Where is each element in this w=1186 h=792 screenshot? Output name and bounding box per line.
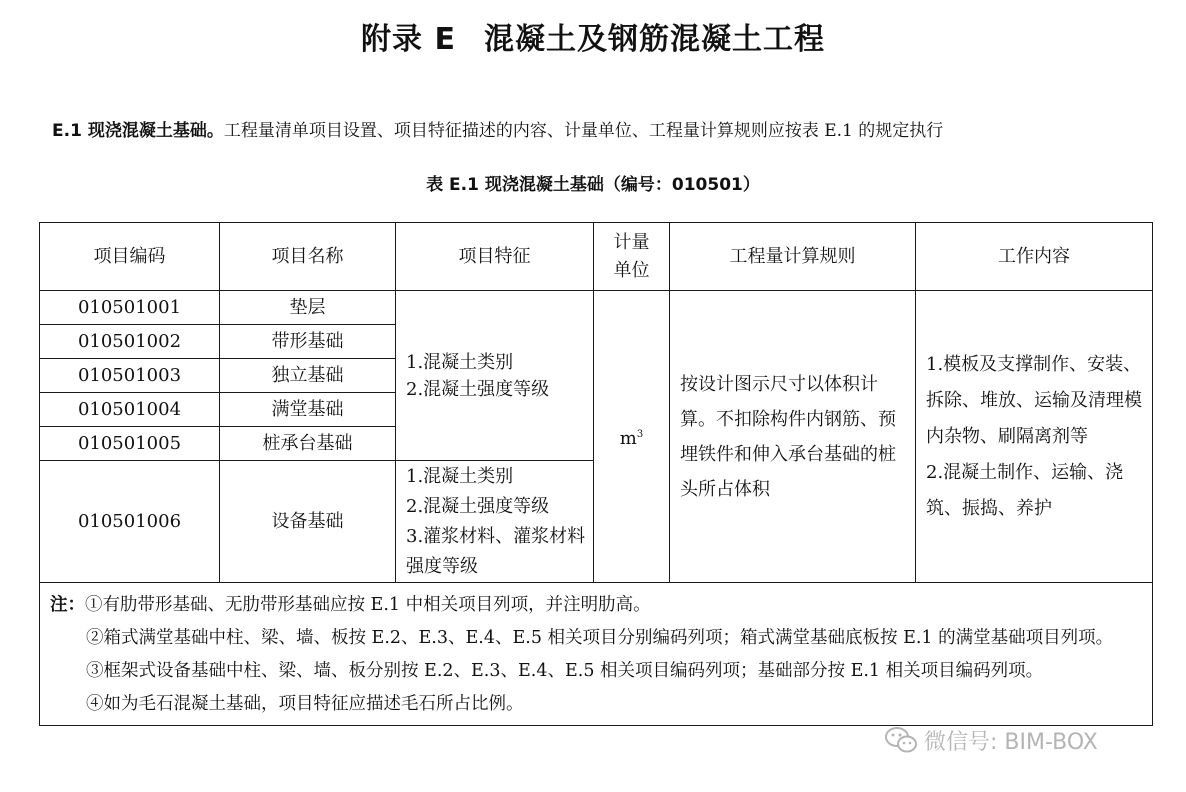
cell-features-group-1: 1.混凝土类别 2.混凝土强度等级 bbox=[396, 291, 594, 461]
unit-exponent: 3 bbox=[636, 429, 644, 440]
header-work: 工作内容 bbox=[916, 223, 1153, 291]
cell-code: 010501004 bbox=[40, 393, 220, 427]
watermark-text: 微信号: BIM-BOX bbox=[924, 729, 1098, 755]
watermark bbox=[884, 724, 1098, 756]
cell-work: 1.模板及支撑制作、安装、拆除、堆放、运输及清理模内杂物、刷隔离剂等 2.混凝土制作、运输、浇筑、振捣、养护 bbox=[916, 291, 1153, 583]
title-main: 混凝土及钢筋混凝土工程 bbox=[483, 22, 825, 57]
header-rule: 工程量计算规则 bbox=[670, 223, 916, 291]
cell-name: 垫层 bbox=[220, 291, 396, 325]
unit-base: m bbox=[619, 428, 637, 449]
cell-name: 满堂基础 bbox=[220, 393, 396, 427]
page-title bbox=[0, 18, 1186, 62]
cell-code: 010501002 bbox=[40, 325, 220, 359]
note-line-4: ④如为毛石混凝土基础，项目特征应描述毛石所占比例。 bbox=[86, 694, 524, 714]
note-line-2: ②箱式满堂基础中柱、梁、墙、板按 E.2、E.3、E.4、E.5 相关项目分别编码列项；箱式满堂基础底板按 E.1 的满堂基础项目列项。 bbox=[86, 628, 1114, 648]
section-text: 工程量清单项目设置、项目特征描述的内容、计量单位、工程量计算规则应按表 E.1 的规定执行 bbox=[223, 121, 944, 141]
header-name: 项目名称 bbox=[220, 223, 396, 291]
cell-name: 带形基础 bbox=[220, 325, 396, 359]
note-line-3: ③框架式设备基础中柱、梁、墙、板分别按 E.2、E.3、E.4、E.5 相关项目编码列项；基础部分按 E.1 相关项目编码列项。 bbox=[86, 661, 1044, 681]
title-prefix: 附录 E bbox=[361, 22, 456, 57]
note-text: ①有肋带形基础、无肋带形基础应按 E.1 中相关项目列项，并注明肋高。 bbox=[85, 595, 651, 615]
wechat-icon bbox=[884, 726, 918, 754]
cell-code: 010501001 bbox=[40, 291, 220, 325]
header-code: 项目编码 bbox=[40, 223, 220, 291]
cell-name: 设备基础 bbox=[220, 461, 396, 583]
table-header-row bbox=[40, 223, 1153, 291]
note-line-1 bbox=[50, 589, 1142, 622]
cell-rule: 按设计图示尺寸以体积计算。不扣除构件内钢筋、预埋铁件和伸入承台基础的桩头所占体积 bbox=[670, 291, 916, 583]
notes-row bbox=[40, 583, 1153, 726]
cell-code: 010501006 bbox=[40, 461, 220, 583]
spec-table bbox=[39, 222, 1153, 726]
note-label: 注： bbox=[50, 595, 85, 615]
cell-features-group-2: 1.混凝土类别 2.混凝土强度等级 3.灌浆材料、灌浆材料强度等级 bbox=[396, 461, 594, 583]
header-features: 项目特征 bbox=[396, 223, 594, 291]
notes-cell bbox=[40, 583, 1153, 726]
cell-unit bbox=[594, 291, 670, 583]
cell-name: 独立基础 bbox=[220, 359, 396, 393]
cell-code: 010501003 bbox=[40, 359, 220, 393]
header-unit: 计量 单位 bbox=[594, 223, 670, 291]
section-intro bbox=[52, 118, 1172, 144]
table-row bbox=[40, 291, 1153, 325]
cell-code: 010501005 bbox=[40, 427, 220, 461]
cell-name: 桩承台基础 bbox=[220, 427, 396, 461]
section-label: E.1 现浇混凝土基础。 bbox=[52, 121, 224, 141]
table-caption: 表 E.1 现浇混凝土基础（编号：010501） bbox=[426, 175, 760, 195]
